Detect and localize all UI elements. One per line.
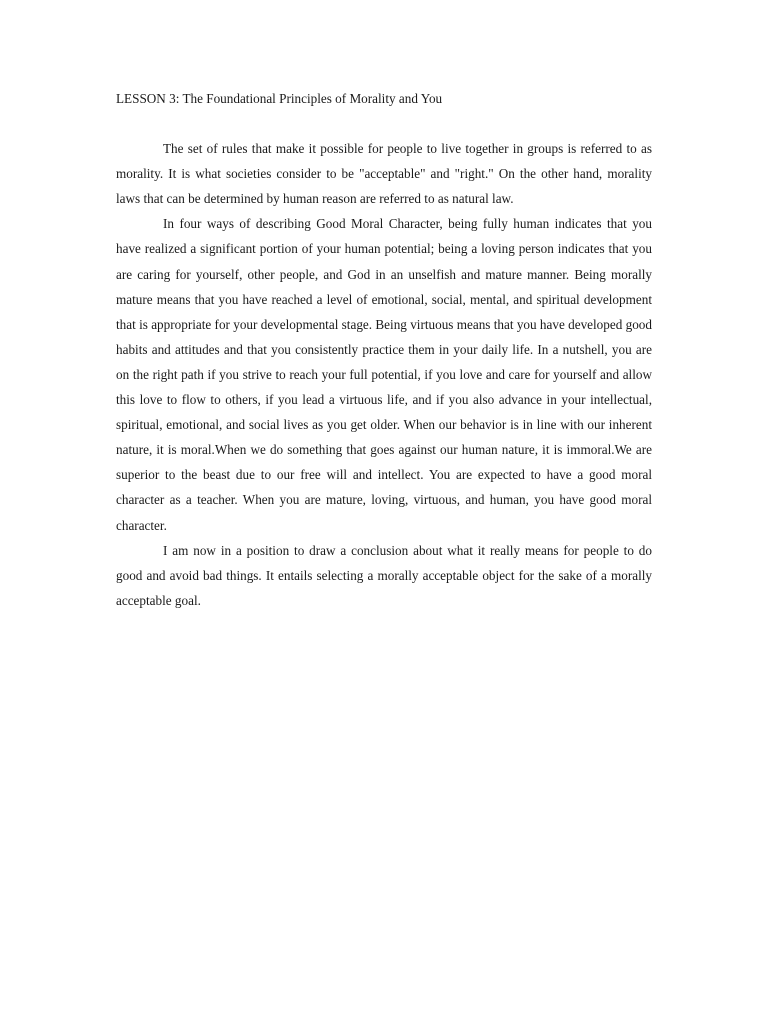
paragraph-good-moral-character: In four ways of describing Good Moral Character, being fully human indicates that you have realized a significant portion of your human potential; being a loving person indicates that you are caring for yourself, other people, and God in an unselfish and mature manner. Being morally mature means that you have reached a level of emotional, social, mental, and spiritual development that is appropriate for your developmental stage. Being virtuous means that you have developed good habits and attitudes and that you consistently practice them in your daily life. In a nutshell, you are on the right path if you strive to reach your full potential, if you love and care for yourself and allow this love to flow to others, if you lead a virtuous life, and if you also advance in your intellectual, spiritual, emotional, and social lives as you get older. When our behavior is in line with our inherent nature, it is moral.When we do something that goes against our human nature, it is immoral.We are superior to the beast due to our free will and intellect. You are expected to have a good moral character as a teacher. When you are mature, loving, virtuous, and human, you have good moral character. [116,216,652,533]
document-body [116,86,652,613]
paragraph-conclusion: I am now in a position to draw a conclusion about what it really means for people to do good and avoid bad things. It entails selecting a morally acceptable object for the sake of a morally acceptable goal. [116,542,652,608]
paragraph-morality-definition: The set of rules that make it possible for people to live together in groups is referred to as morality. It is what societies consider to be "acceptable" and "right." On the other hand, morality laws that can be determined by human reason are referred to as natural law. [116,141,652,207]
lesson-title: LESSON 3: The Foundational Principles of Morality and You [116,91,443,106]
